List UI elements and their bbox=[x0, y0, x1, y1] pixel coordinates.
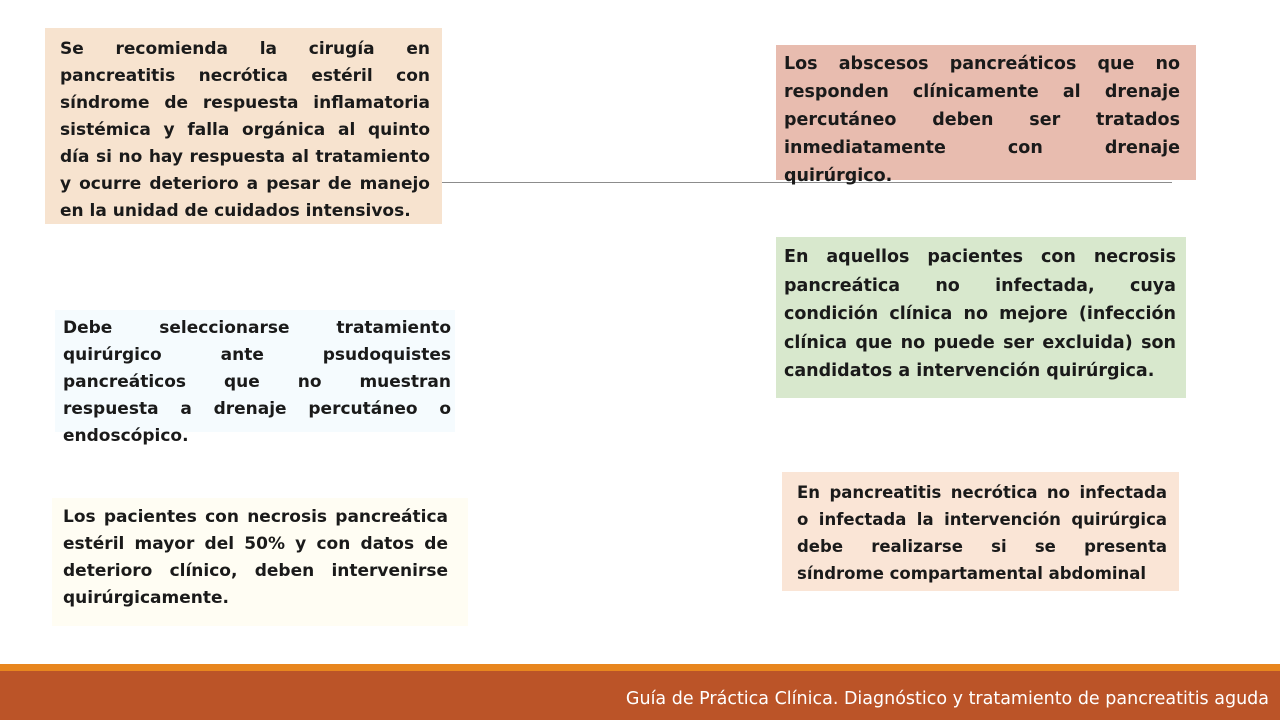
recommendation-abdominal-compartment-syndrome: En pancreatitis necrótica no infectada o infectada la intervención quirúrgica debe realizarse si se presenta síndrome compartamental abdominal bbox=[782, 472, 1179, 591]
footer-citation: Guía de Práctica Clínica. Diagnóstico y tratamiento de pancreatitis aguda bbox=[625, 689, 1269, 709]
footer-accent-bar bbox=[0, 664, 1280, 671]
recommendation-pancreatic-abscesses: Los abscesos pancreáticos que no responden clínicamente al drenaje percutáneo deben ser tratados inmediatamente con drenaje quirúrgico. bbox=[776, 45, 1196, 180]
recommendation-sterile-necrosis-surgery: Se recomienda la cirugía en pancreatitis necrótica estéril con síndrome de respuesta inflamatoria sistémica y falla orgánica al quinto día si no hay respuesta al tratamiento y ocurre deterioro a pesar de manejo en la unidad de cuidados intensivos. bbox=[45, 28, 442, 224]
recommendation-non-infected-necrosis: En aquellos pacientes con necrosis pancreática no infectada, cuya condición clínica no mejore (infección clínica que no puede ser excluida) son candidatos a intervención quirúrgica. bbox=[776, 237, 1186, 398]
recommendation-sterile-necrosis-50: Los pacientes con necrosis pancreática estéril mayor del 50% y con datos de deterioro clínico, deben intervenirse quirúrgicamente. bbox=[52, 498, 468, 626]
recommendation-pseudocysts: Debe seleccionarse tratamiento quirúrgico ante psudoquistes pancreáticos que no muestran respuesta a drenaje percutáneo o endoscópico. bbox=[55, 310, 455, 432]
